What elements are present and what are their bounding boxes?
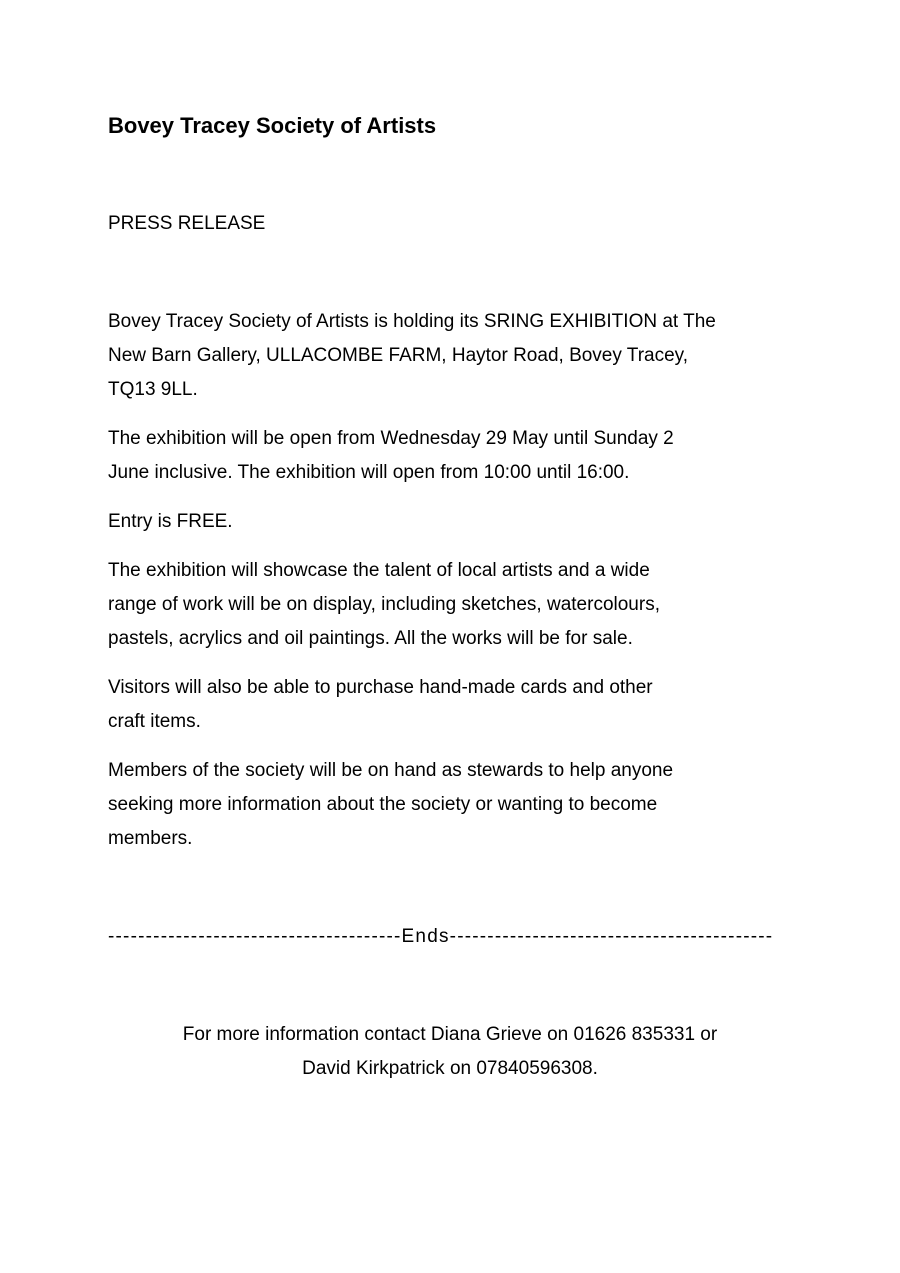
text-line: The exhibition will showcase the talent of local artists and a wide: [108, 560, 650, 581]
text-line: Bovey Tracey Society of Artists is holding its SRING EXHIBITION at The: [108, 311, 716, 332]
text-line: craft items.: [108, 711, 201, 732]
text-line: range of work will be on display, including sketches, watercolours,: [108, 594, 660, 615]
contact-info: [108, 1018, 792, 1086]
ends-separator: ---------------------------------------Ends-------------------------------------------: [108, 926, 774, 947]
text-line: members.: [108, 828, 193, 849]
text-line: pastels, acrylics and oil paintings. All the works will be for sale.: [108, 628, 633, 649]
blank-line: [108, 256, 792, 290]
paragraph-dates: [108, 422, 792, 490]
blank-line: [108, 969, 792, 1003]
text-line: Members of the society will be on hand as stewards to help anyone: [108, 760, 674, 781]
text-line: For more information contact Diana Grieve on 01626 835331 or: [182, 1024, 718, 1045]
text-line: seeking more information about the society or wanting to become: [108, 794, 658, 815]
blank-line: [108, 871, 792, 905]
paragraph-venue: [108, 305, 792, 407]
text-line: Visitors will also be able to purchase hand-made cards and other: [108, 677, 653, 698]
document-title: Bovey Tracey Society of Artists: [108, 113, 437, 138]
paragraph-entry: [108, 505, 792, 539]
text-line: June inclusive. The exhibition will open from 10:00 until 16:00.: [108, 462, 630, 483]
text-line: David Kirkpatrick on 07840596308.: [302, 1058, 598, 1079]
blank-line: [108, 158, 792, 192]
text-line: The exhibition will be open from Wednesday 29 May until Sunday 2: [108, 428, 674, 449]
paragraph-members: [108, 754, 792, 856]
paragraph-crafts: [108, 671, 792, 739]
text-line: New Barn Gallery, ULLACOMBE FARM, Haytor Road, Bovey Tracey,: [108, 345, 689, 366]
text-line: TQ13 9LL.: [108, 379, 198, 400]
paragraph-showcase: [108, 554, 792, 656]
text-line: Entry is FREE.: [108, 511, 233, 532]
press-release-label: PRESS RELEASE: [108, 213, 266, 234]
